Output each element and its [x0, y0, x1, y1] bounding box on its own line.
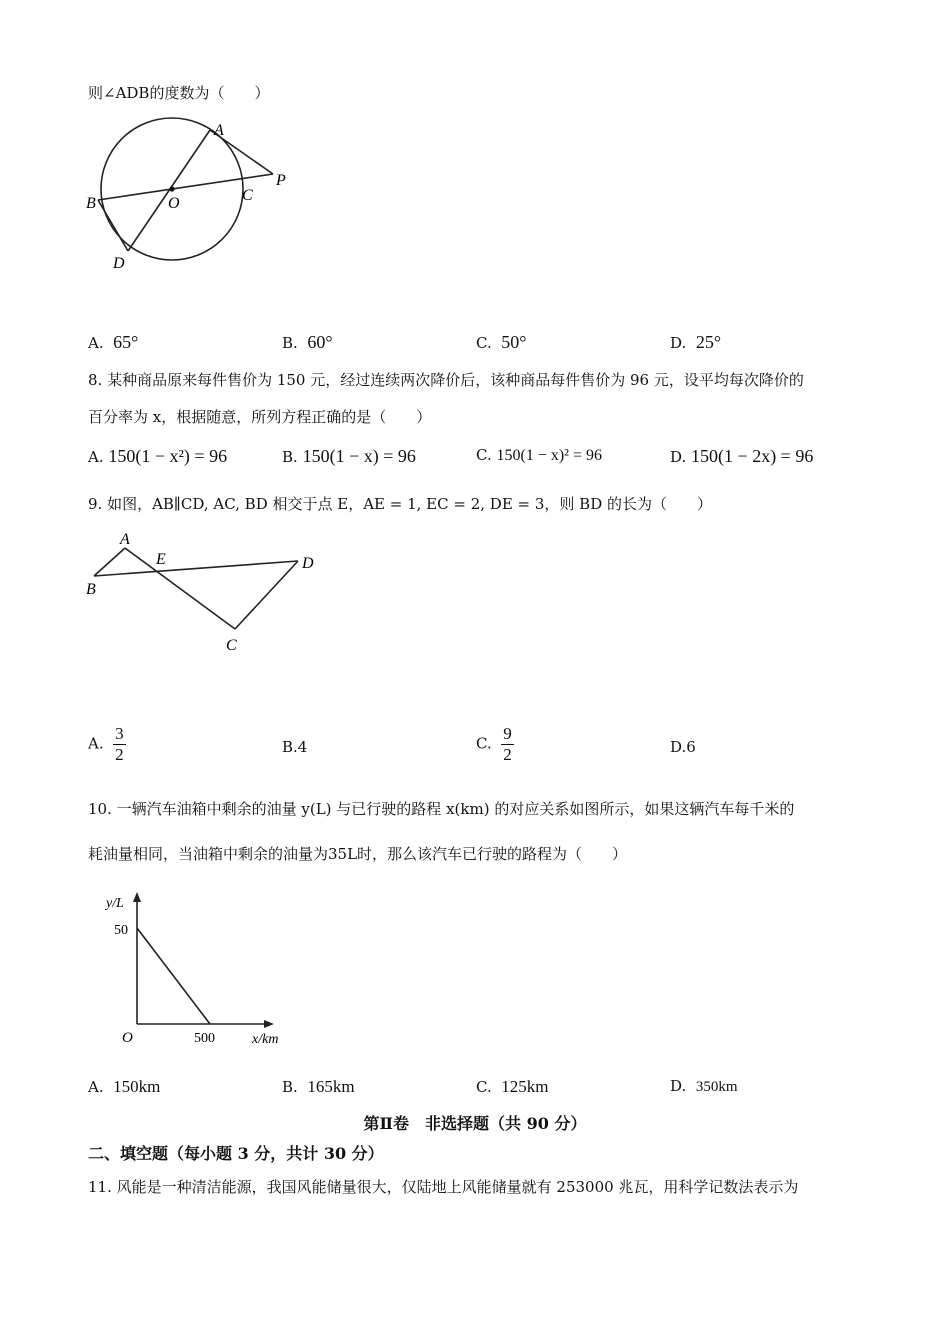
q7-option-c[interactable]: C. 50°: [476, 332, 527, 352]
section-heading: 二、填空题（每小题 3 分，共计 30 分）: [88, 1144, 384, 1163]
q11-stem: 11. 风能是一种清洁能源，我国风能储量很大，仅陆地上风能储量就有 253000 兆瓦，用科学记数法表示为: [88, 1178, 799, 1196]
origin-label: O: [122, 1030, 133, 1046]
label-B: B: [86, 195, 96, 212]
label-B: B: [86, 581, 96, 598]
label-D: D: [113, 255, 125, 272]
x-tick-label: 500: [194, 1031, 215, 1046]
x-axis-label: x/km: [252, 1032, 279, 1047]
q10-option-b[interactable]: B. 165km: [282, 1077, 355, 1096]
q9-option-b[interactable]: B.4: [282, 738, 308, 756]
q10-line1: 10. 一辆汽车油箱中剩余的油量 y(L) 与已行驶的路程 x(km) 的对应关系如图所示，如果这辆汽车每千米的: [88, 800, 795, 818]
label-A: A: [214, 122, 224, 139]
y-tick-label: 50: [114, 923, 128, 938]
q7-stem: 则∠ADB的度数为（ ）: [88, 84, 270, 102]
q9-option-a[interactable]: A. $\frac{3}{2}$: [88, 724, 124, 764]
q10-fuel-chart: [100, 888, 300, 1048]
q8-option-a[interactable]: A. 150(1 − x²) = 96: [88, 446, 228, 466]
label-D: D: [302, 555, 314, 572]
q7-option-a[interactable]: A. 65°: [88, 332, 139, 352]
q7-option-d[interactable]: D. 25°: [670, 332, 722, 352]
q8-option-d[interactable]: D. 150(1 − 2x) = 96: [670, 446, 814, 466]
q8-line1: 8. 某种商品原来每件售价为 150 元，经过连续两次降价后，该种商品每件售价为 96 元，设平均每次降价的: [88, 371, 804, 389]
q10-option-a[interactable]: A. 150km: [88, 1077, 161, 1096]
q8-line2: 百分率为 x，根据随意，所列方程正确的是（ ）: [88, 408, 432, 426]
label-O: O: [168, 195, 180, 212]
y-axis-label: y/L: [106, 896, 124, 911]
fraction-three-halves: $\frac{3}{2}$: [115, 724, 124, 764]
label-E: E: [156, 551, 166, 568]
label-C: C: [242, 187, 253, 204]
q9-option-d[interactable]: D.6: [670, 738, 696, 756]
q9-triangle-figure: [80, 528, 330, 658]
q7-circle-figure: [80, 115, 310, 275]
label-C: C: [226, 637, 237, 654]
x-axis-arrow: [264, 1020, 274, 1028]
q8-option-c[interactable]: C. 150(1 − x)² = 96: [476, 446, 602, 464]
section-title: 第Ⅱ卷 非选择题（共 90 分）: [363, 1114, 587, 1133]
q9-stem: 9. 如图，AB∥CD, AC, BD 相交于点 E，AE = 1, EC = 2, DE = 3，则 BD 的长为（ ）: [88, 495, 713, 513]
q10-option-d[interactable]: D. 350km: [670, 1077, 738, 1095]
q10-option-c[interactable]: C. 125km: [476, 1077, 549, 1096]
fraction-nine-halves: $\frac{9}{2}$: [503, 724, 512, 764]
q8-option-b[interactable]: B. 150(1 − x) = 96: [282, 446, 416, 466]
label-A: A: [120, 531, 130, 548]
q7-option-b[interactable]: B. 60°: [282, 332, 333, 352]
q10-line2: 耗油量相同，当油箱中剩余的油量为35L时，那么该汽车已行驶的路程为（ ）: [88, 845, 628, 863]
fuel-line: [137, 928, 210, 1024]
y-axis-arrow: [133, 892, 141, 902]
label-P: P: [276, 172, 286, 189]
q9-option-c[interactable]: C. $\frac{9}{2}$: [476, 724, 512, 764]
